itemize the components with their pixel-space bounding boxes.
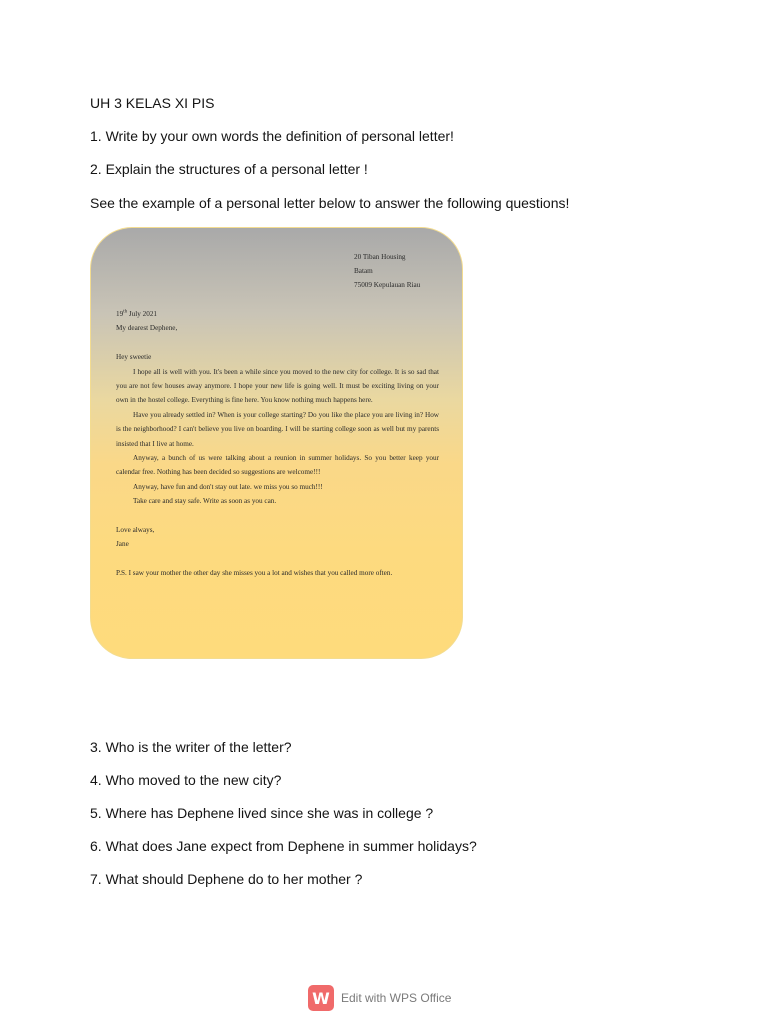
letter-greeting: Hey sweetie	[116, 353, 152, 362]
letter-paragraph: I hope all is well with you. It's been a while since you moved to the new city for college. It is so sad that you are not few houses away anymore. I hope your new life is going well. It must be exciting living on your own in the hostel college. Everything is fine here. You know nothing much happens here.	[116, 367, 439, 405]
letter-paragraph: Take care and stay safe. Write as soon as you can.	[133, 497, 277, 506]
letter-paragraph: Have you already settled in? When is your college starting? Do you like the place you are living in? How is the neighborhood? I can't believe you live on boarding. I will be starting college soon as well but my parents insisted that I live at home.	[116, 410, 439, 448]
letter-address	[354, 250, 420, 292]
question-6: 6. What does Jane expect from Dephene in summer holidays?	[90, 838, 477, 854]
letter-salutation: My dearest Dephene,	[116, 324, 178, 333]
wps-edit-button[interactable]	[308, 985, 451, 1011]
question-1: 1. Write by your own words the definition of personal letter!	[90, 128, 454, 144]
question-4: 4. Who moved to the new city?	[90, 772, 282, 788]
letter-paragraph: Anyway, a bunch of us were talking about a reunion in summer holidays. So you better keep your calendar free. Nothing has been decided so suggestions are welcome!!!	[116, 454, 439, 477]
page-title: UH 3 KELAS XI PIS	[90, 95, 215, 111]
question-5: 5. Where has Dephene lived since she was in college ?	[90, 805, 434, 821]
question-3: 3. Who is the writer of the letter?	[90, 739, 292, 755]
wps-edit-label: Edit with WPS Office	[341, 991, 452, 1005]
letter-postscript: P.S. I saw your mother the other day she misses you a lot and wishes that you called more often.	[116, 569, 393, 578]
letter-signature: Jane	[116, 540, 129, 549]
letter-date: 19th July 2021	[116, 309, 158, 318]
address-line: Batam	[354, 267, 373, 275]
letter-closing: Love always,	[116, 526, 155, 535]
address-line: 20 Tiban Housing	[354, 253, 406, 261]
instruction-text: See the example of a personal letter below to answer the following questions!	[90, 195, 570, 211]
question-2: 2. Explain the structures of a personal letter !	[90, 161, 368, 177]
wps-logo-icon: W	[308, 985, 334, 1011]
letter-image	[90, 227, 463, 659]
question-7: 7. What should Dephene do to her mother ?	[90, 871, 363, 887]
letter-body	[116, 307, 439, 581]
address-line: 75009 Kepulauan Riau	[354, 281, 421, 289]
letter-paragraph: Anyway, have fun and don't stay out late. we miss you so much!!!	[133, 482, 323, 491]
